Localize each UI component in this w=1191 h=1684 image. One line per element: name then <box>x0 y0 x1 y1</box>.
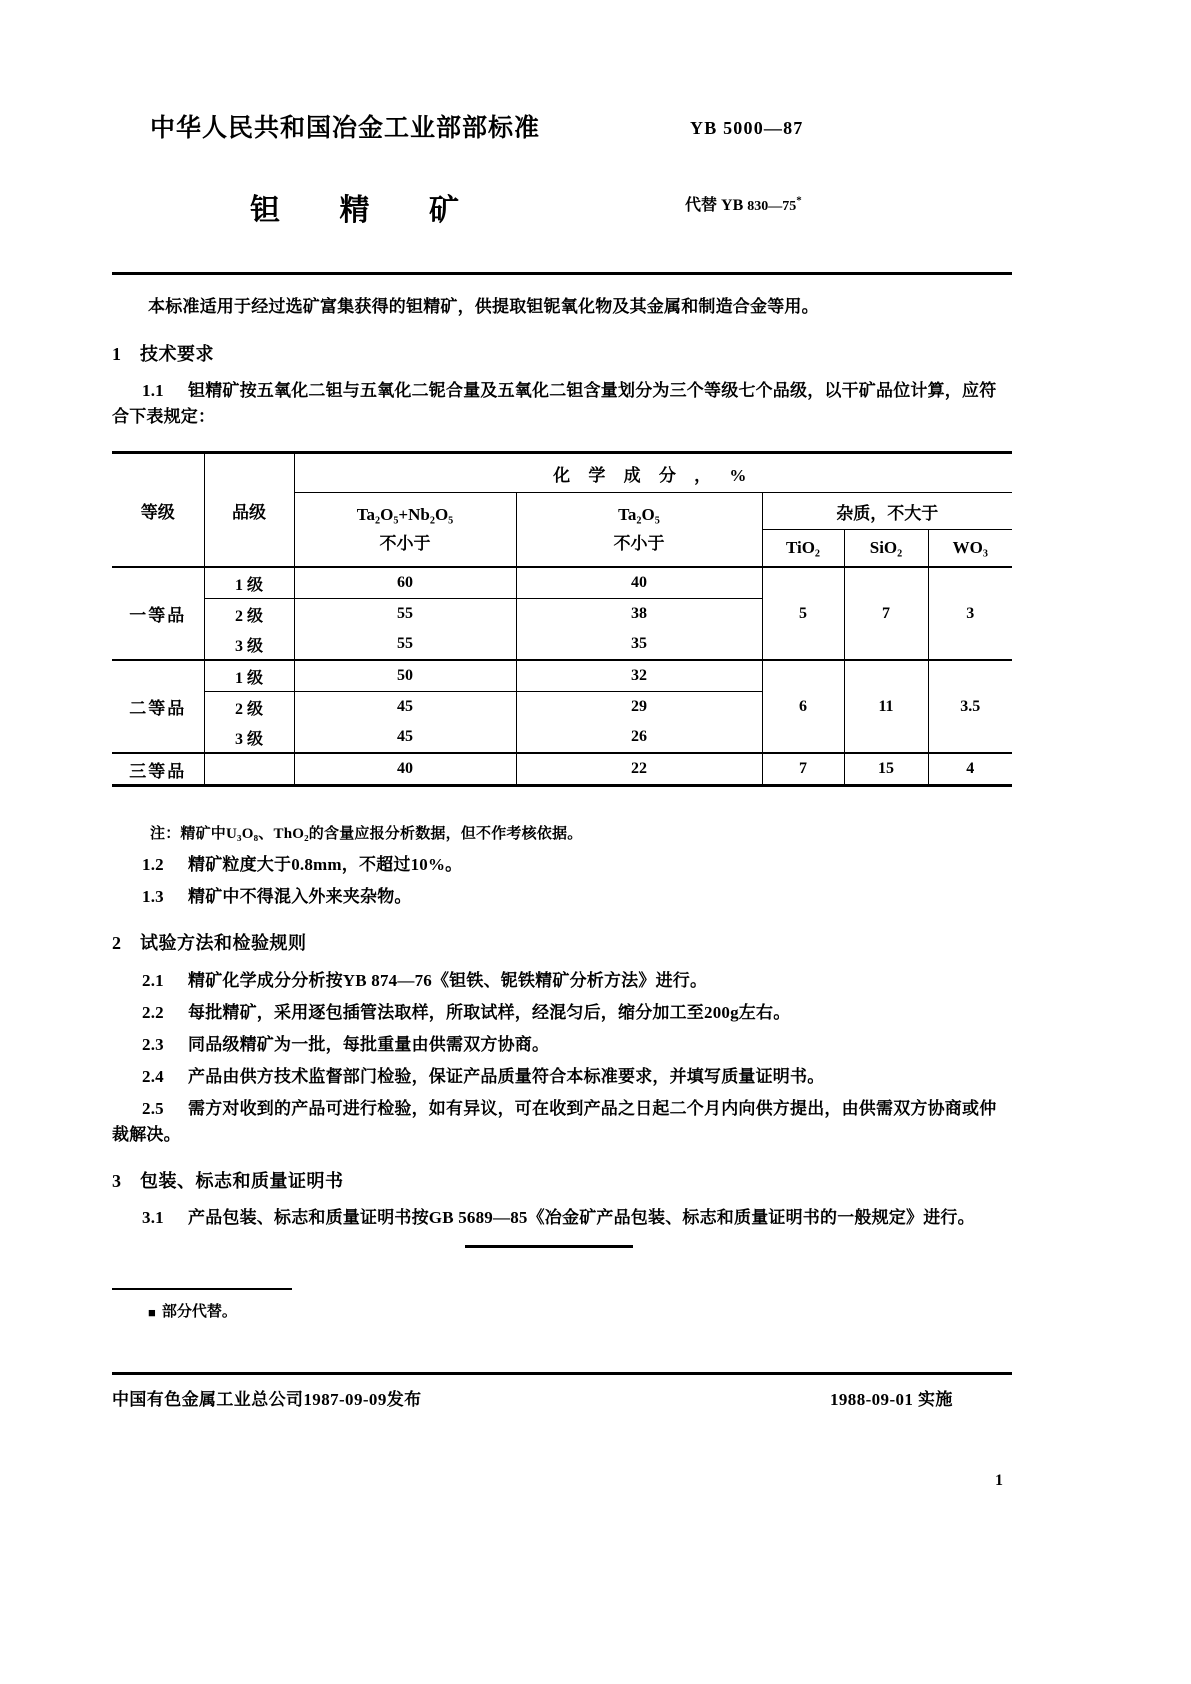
spec-table <box>112 451 1012 787</box>
issue-statement: 中国有色金属工业总公司1987-09-09发布 <box>112 1390 422 1409</box>
page-number: 1 <box>995 1472 1003 1489</box>
cell-ta-nb: 45 <box>294 722 516 753</box>
cell-sio2: 11 <box>844 660 928 753</box>
cell-ta-nb: 45 <box>294 692 516 723</box>
clause-2-1-text: 精矿化学成分分析按YB 874—76《钽铁、铌铁精矿分析方法》进行。 <box>188 971 708 990</box>
cell-grade: 一等品 <box>112 567 204 660</box>
clause-1-1 <box>112 378 1012 431</box>
th-tio2: TiO₂ <box>762 530 844 568</box>
section-heading-1 <box>112 340 214 366</box>
clause-3-1-text: 产品包装、标志和质量证明书按GB 5689—85《冶金矿产品包装、标志和质量证明书的一般规定》进行。 <box>188 1208 975 1227</box>
cell-sio2: 7 <box>844 567 928 660</box>
th-ta-nb-formula: Ta₂O₅+Nb₂O₅ <box>356 505 454 525</box>
cell-class: 3 级 <box>204 722 294 753</box>
cell-class: 1 级 <box>204 567 294 599</box>
cell-ta: 22 <box>516 753 762 786</box>
table-note-text: 注：精矿中U₃O₈、ThO₂的含量应报分析数据，但不作考核依据。 <box>150 826 583 842</box>
table-row <box>112 567 1012 599</box>
section-number-1: 1 <box>112 344 122 364</box>
th-wo3: WO₃ <box>928 530 1012 568</box>
clause-1-2-number: 1.2 <box>142 855 164 874</box>
section-heading-3 <box>112 1167 344 1193</box>
cell-tio2: 7 <box>762 753 844 786</box>
cell-wo3: 3.5 <box>928 660 1012 753</box>
spec-table-wrapper <box>112 451 1012 787</box>
clause-1-1-text: 钽精矿按五氧化二钽与五氧化二铌合量及五氧化二钽含量划分为三个等级七个品级，以干矿品位计算，应符合下表规定： <box>112 381 997 427</box>
clause-2-2-text: 每批精矿，采用逐包插管法取样，所取试样，经混匀后，缩分加工至200g左右。 <box>188 1003 791 1022</box>
section-title-1: 技术要求 <box>140 344 214 364</box>
section-heading-2 <box>112 929 307 955</box>
clause-1-2 <box>112 852 1012 878</box>
th-sio2: SiO₂ <box>844 530 928 568</box>
th-class: 品级 <box>204 453 294 568</box>
ministry-title: 中华人民共和国冶金工业部部标准 <box>150 115 541 142</box>
cell-class <box>204 753 294 786</box>
footnote-bullet-icon: ■ <box>148 1304 156 1320</box>
clause-2-5 <box>112 1096 1012 1149</box>
clause-1-3-text: 精矿中不得混入外来夹杂物。 <box>188 887 412 906</box>
th-chemical-group: 化 学 成 分 ， % <box>294 453 1012 493</box>
table-header-row-group <box>112 453 1012 493</box>
clause-2-2-number: 2.2 <box>142 1003 164 1022</box>
clause-2-2 <box>112 1000 1012 1026</box>
section-title-2: 试验方法和检验规则 <box>140 933 307 953</box>
cell-ta: 32 <box>516 660 762 692</box>
cell-wo3: 4 <box>928 753 1012 786</box>
th-ta-nb-oxide <box>294 493 516 568</box>
header-divider <box>112 272 1012 275</box>
cell-class: 1 级 <box>204 660 294 692</box>
replaces-label: 代替 <box>685 197 718 214</box>
clause-1-3-number: 1.3 <box>142 887 164 906</box>
replaces-code: YB <box>721 197 744 214</box>
table-row <box>112 660 1012 692</box>
effective-statement: 1988-09-01 实施 <box>830 1390 953 1409</box>
clause-1-1-number: 1.1 <box>142 381 164 400</box>
document-title: 钽 精 矿 <box>250 194 485 227</box>
cell-ta-nb: 50 <box>294 660 516 692</box>
cell-class: 2 级 <box>204 692 294 723</box>
th-ta-oxide <box>516 493 762 568</box>
clause-2-1-number: 2.1 <box>142 971 164 990</box>
cell-sio2: 15 <box>844 753 928 786</box>
cell-ta-nb: 40 <box>294 753 516 786</box>
cell-ta: 35 <box>516 629 762 660</box>
clause-2-3-number: 2.3 <box>142 1035 164 1054</box>
th-ta-limit: 不小于 <box>613 533 665 553</box>
cell-ta: 29 <box>516 692 762 723</box>
cell-ta: 26 <box>516 722 762 753</box>
cell-tio2: 5 <box>762 567 844 660</box>
th-ta-formula: Ta₂O₅ <box>618 505 660 525</box>
cell-ta: 40 <box>516 567 762 599</box>
clause-2-3 <box>112 1032 1012 1058</box>
cell-tio2: 6 <box>762 660 844 753</box>
clause-2-4-text: 产品由供方技术监督部门检验，保证产品质量符合本标准要求，并填写质量证明书。 <box>188 1067 825 1086</box>
th-ta-nb-limit: 不小于 <box>379 533 431 553</box>
footnote-text: 部分代替。 <box>161 1304 237 1320</box>
table-note <box>112 822 582 843</box>
replaces-number: 830—75 <box>747 199 797 214</box>
replaces-note <box>685 192 802 215</box>
cell-class: 2 级 <box>204 599 294 630</box>
cell-ta-nb: 55 <box>294 599 516 630</box>
clause-3-1-number: 3.1 <box>142 1208 164 1227</box>
footnote <box>148 1300 237 1321</box>
section-title-3: 包装、标志和质量证明书 <box>140 1171 344 1191</box>
clause-2-4-number: 2.4 <box>142 1067 164 1086</box>
cell-grade: 三等品 <box>112 753 204 786</box>
replaces-footnote-mark: * <box>796 194 802 207</box>
footer-divider <box>112 1372 1012 1375</box>
scope-paragraph: 本标准适用于经过选矿富集获得的钽精矿，供提取钽铌氧化物及其金属和制造合金等用。 <box>148 297 819 316</box>
cell-ta: 38 <box>516 599 762 630</box>
cell-ta-nb: 55 <box>294 629 516 660</box>
clause-1-3 <box>112 884 1012 910</box>
clause-1-2-text: 精矿粒度大于0.8mm，不超过10%。 <box>188 855 463 874</box>
cell-class: 3 级 <box>204 629 294 660</box>
section-number-2: 2 <box>112 933 122 953</box>
clause-2-5-number: 2.5 <box>142 1099 164 1118</box>
clause-2-5-text: 需方对收到的产品可进行检验，如有异议，可在收到产品之日起二个月内向供方提出，由供需双方协商或仲裁解决。 <box>112 1099 997 1145</box>
section-number-3: 3 <box>112 1171 122 1191</box>
th-grade: 等级 <box>112 453 204 568</box>
th-impurity-group: 杂质，不大于 <box>762 493 1012 530</box>
section-end-rule <box>465 1245 633 1248</box>
clause-2-3-text: 同品级精矿为一批，每批重量由供需双方协商。 <box>188 1035 550 1054</box>
clause-2-1 <box>112 968 1012 994</box>
clause-3-1 <box>112 1205 1012 1231</box>
table-row <box>112 753 1012 786</box>
cell-grade: 二等品 <box>112 660 204 753</box>
footnote-rule <box>112 1288 292 1290</box>
clause-2-4 <box>112 1064 1012 1090</box>
cell-wo3: 3 <box>928 567 1012 660</box>
standard-code: YB 5000—87 <box>690 118 804 138</box>
cell-ta-nb: 60 <box>294 567 516 599</box>
